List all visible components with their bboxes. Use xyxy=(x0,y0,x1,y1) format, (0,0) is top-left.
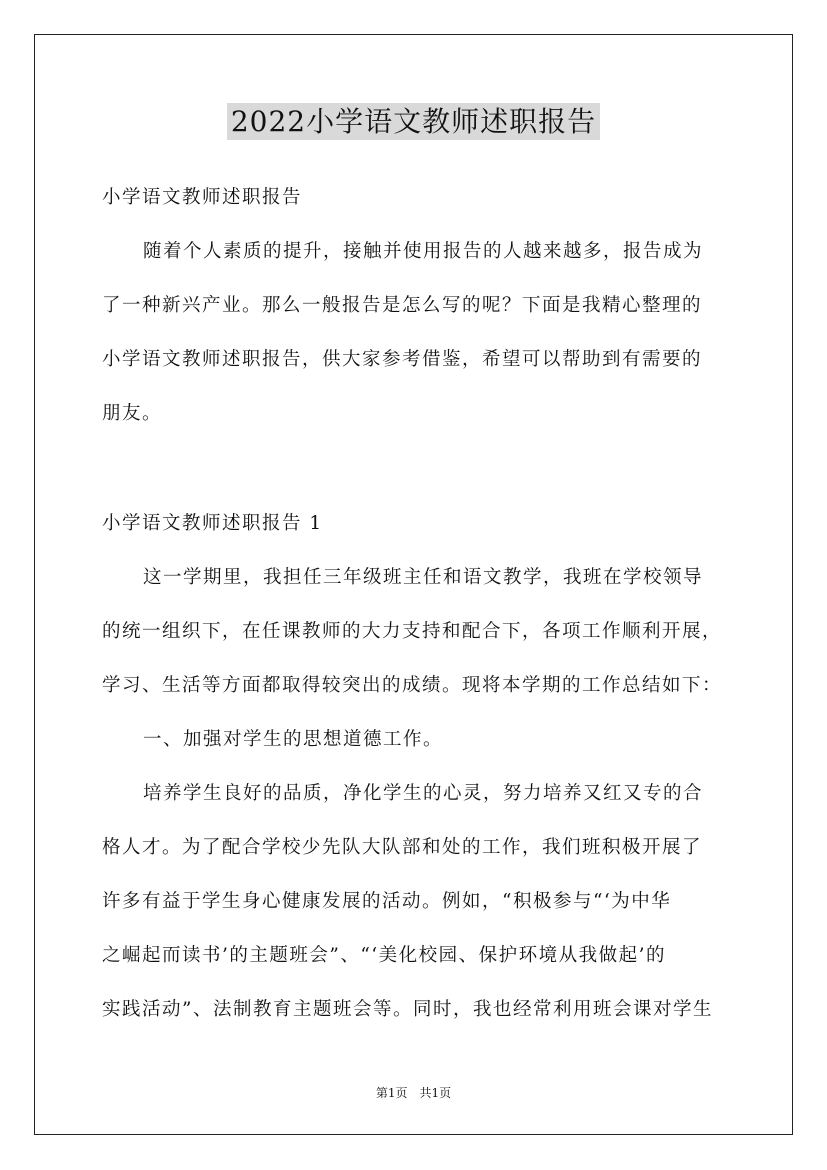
paragraph-line: 朋友。 xyxy=(102,403,163,424)
paragraph-line: 了一种新兴产业。那么一般报告是怎么写的呢？下面是我精心整理的 xyxy=(102,295,703,316)
paragraph-line: 培养学生良好的品质，净化学生的心灵，努力培养又红又专的合 xyxy=(143,783,704,804)
paragraph-line: 之崛起而读书’的主题班会”、“‘美化校园、保护环境从我做起’的 xyxy=(102,945,667,966)
paragraph-line: 学习、生活等方面都取得较突出的成绩。现将本学期的工作总结如下： xyxy=(102,675,723,696)
paragraph-line: 的统一组织下，在任课教师的大力支持和配合下，各项工作顺利开展， xyxy=(102,621,723,642)
paragraph-line: 随着个人素质的提升，接触并使用报告的人越来越多，报告成为 xyxy=(143,241,704,262)
paragraph-line: 格人才。为了配合学校少先队大队部和处的工作，我们班积极开展了 xyxy=(102,837,703,858)
paragraph-line: 许多有益于学生身心健康发展的活动。例如，“积极参与“‘为中华 xyxy=(102,891,672,912)
paragraph-line: 这一学期里，我担任三年级班主任和语文教学，我班在学校领导 xyxy=(143,567,704,588)
paragraph-line: 小学语文教师述职报告，供大家参考借鉴，希望可以帮助到有需要的 xyxy=(102,349,703,370)
document-title: 2022小学语文教师述职报告 xyxy=(227,103,600,140)
subtitle-line: 小学语文教师述职报告 xyxy=(102,187,303,208)
page-number: 第1页 共1页 xyxy=(375,1086,452,1100)
paragraph-line: 实践活动”、法制教育主题班会等。同时，我也经常利用班会课对学生 xyxy=(102,999,713,1020)
document-title-wrap xyxy=(0,100,827,140)
paragraph-line: 一、加强对学生的思想道德工作。 xyxy=(143,729,444,750)
section-heading: 小学语文教师述职报告 1 xyxy=(102,513,323,534)
